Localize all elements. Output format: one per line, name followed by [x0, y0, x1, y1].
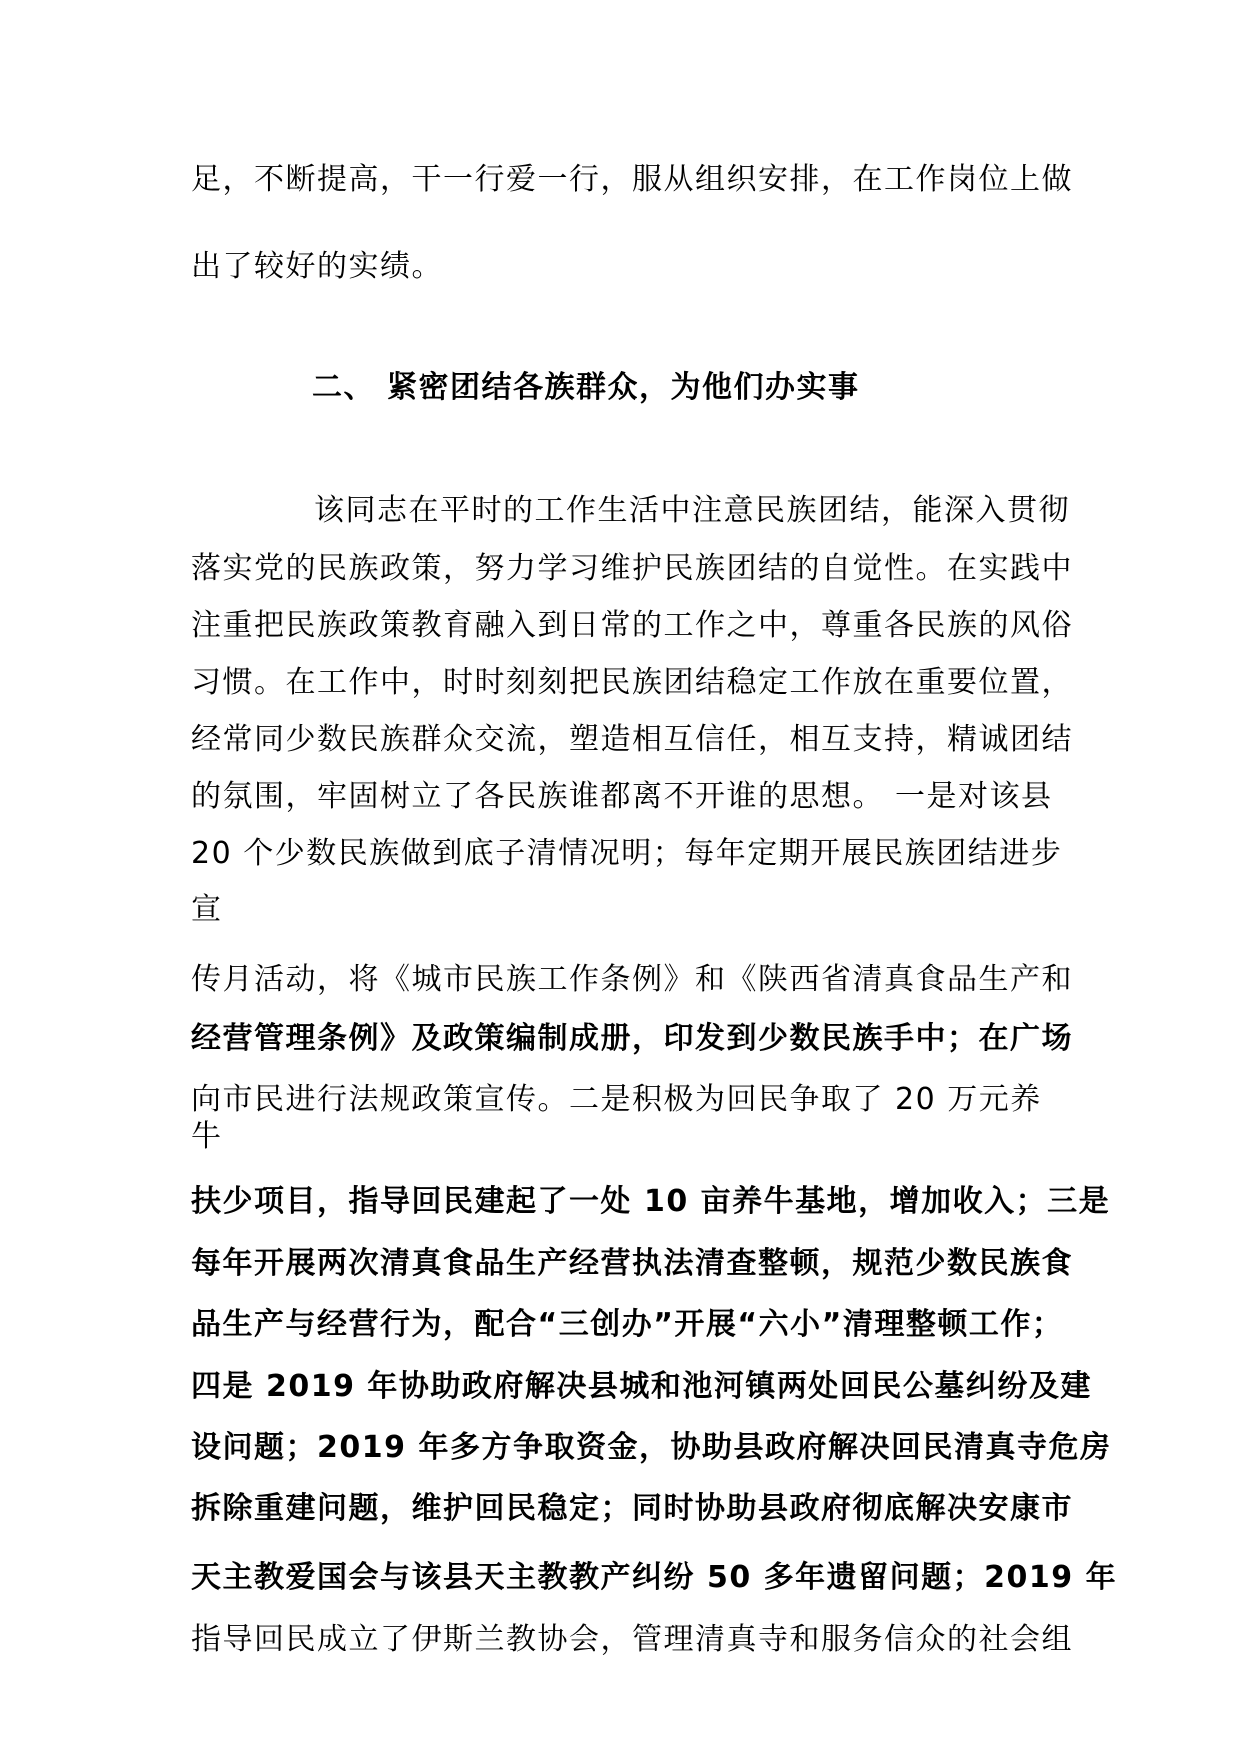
paragraph-line: 每年开展两次清真食品生产经营执法清查整顿，规范少数民族食	[191, 1246, 1073, 1281]
paragraph-line: 拆除重建问题，维护回民稳定；同时协助县政府彻底解决安康市	[191, 1491, 1073, 1526]
paragraph-line: 指导回民成立了伊斯兰教协会，管理清真寺和服务信众的社会组	[191, 1622, 1073, 1657]
paragraph-line: 经常同少数民族群众交流，塑造相互信任，相互支持，精诚团结	[191, 722, 1073, 757]
paragraph-line: 扶少项目，指导回民建起了一处 10 亩养牛基地，增加收入；三是	[191, 1184, 1111, 1219]
paragraph-line: 经营管理条例》及政策编制成册，印发到少数民族手中；在广场	[191, 1021, 1073, 1056]
paragraph-line: 天主教爱国会与该县天主教教产纠纷 50 多年遗留问题；2019 年	[191, 1560, 1118, 1595]
paragraph-line: 该同志在平时的工作生活中注意民族团结，能深入贯彻	[314, 493, 1070, 528]
section-heading: 二、 紧密团结各族群众，为他们办实事	[312, 370, 860, 405]
paragraph-line: 品生产与经营行为，配合“三创办”开展“六小”清理整顿工作；	[191, 1307, 1064, 1342]
paragraph-line: 牛	[191, 1119, 223, 1154]
paragraph-line: 习惯。在工作中，时时刻刻把民族团结稳定工作放在重要位置，	[191, 665, 1073, 700]
paragraph-line: 设问题；2019 年多方争取资金，协助县政府解决回民清真寺危房	[191, 1430, 1112, 1465]
paragraph-line: 注重把民族政策教育融入到日常的工作之中，尊重各民族的风俗	[191, 608, 1073, 643]
paragraph-line: 足，不断提高，干一行爱一行，服从组织安排，在工作岗位上做	[191, 162, 1073, 197]
paragraph-line: 宣	[191, 892, 223, 927]
paragraph-line: 的氛围，牢固树立了各民族谁都离不开谁的思想。 一是对该县	[191, 779, 1053, 814]
paragraph-line: 传月活动，将《城市民族工作条例》和《陕西省清真食品生产和	[191, 962, 1073, 997]
paragraph-line: 20 个少数民族做到底子清情况明；每年定期开展民族团结进步	[191, 836, 1063, 871]
paragraph-line: 向市民进行法规政策宣传。二是积极为回民争取了 20 万元养	[191, 1082, 1042, 1117]
paragraph-line: 四是 2019 年协助政府解决县城和池河镇两处回民公墓纠纷及建	[191, 1369, 1092, 1404]
paragraph-line: 落实党的民族政策，努力学习维护民族团结的自觉性。在实践中	[191, 551, 1073, 586]
paragraph-line: 出了较好的实绩。	[191, 249, 443, 284]
